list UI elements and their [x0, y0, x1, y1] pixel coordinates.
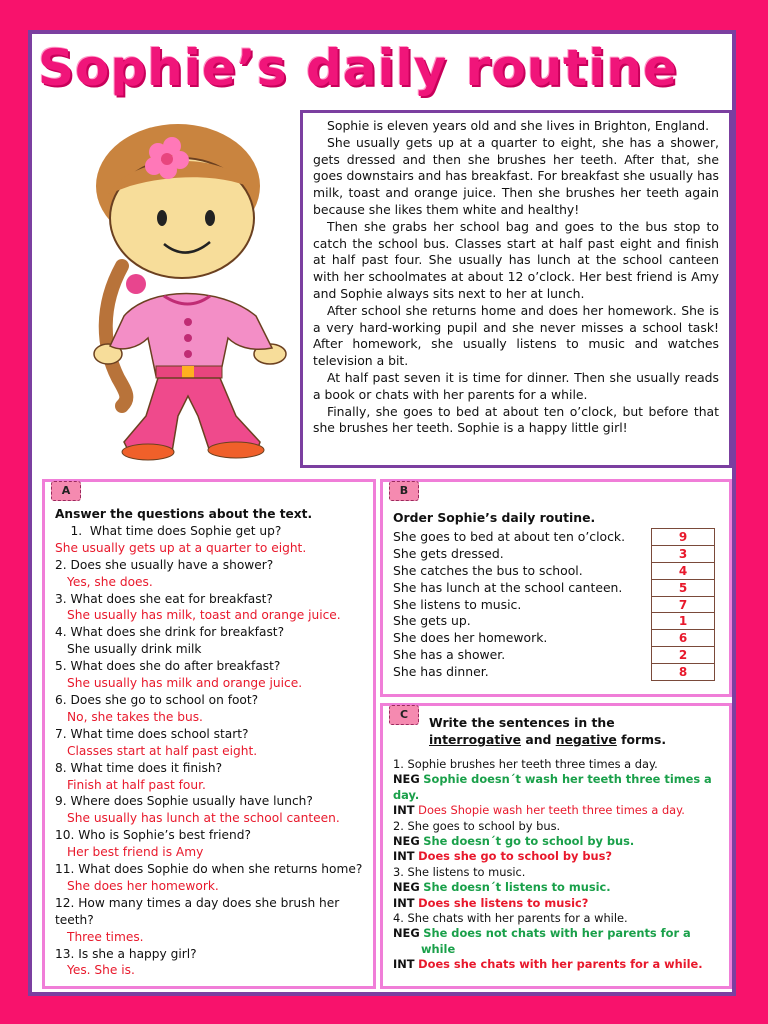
- question: 8. What time does it finish?: [55, 760, 223, 775]
- neg-label: NEG: [393, 926, 420, 941]
- section-a-heading: Answer the questions about the text.: [55, 507, 313, 521]
- interrogative-row: [393, 849, 723, 864]
- interrogative-label: interrogative: [429, 732, 522, 747]
- order-item: She catches the bus to school.: [393, 562, 583, 578]
- questions-list: [55, 506, 367, 979]
- order-number: 8: [652, 664, 715, 681]
- order-item: She gets dressed.: [393, 545, 504, 561]
- answer: She usually has lunch at the school canteen.: [67, 811, 340, 826]
- forms-label: forms.: [616, 732, 667, 747]
- section-c-transform: [380, 703, 732, 989]
- question: 4. What does she drink for breakfast?: [55, 625, 285, 640]
- interrogative-answer: Does she go to school by bus?: [418, 849, 613, 864]
- order-number: 1: [652, 613, 715, 630]
- answer: Classes start at half past eight.: [67, 743, 258, 758]
- question: 5. What does she do after breakfast?: [55, 659, 281, 674]
- question: 13. Is she a happy girl?: [55, 946, 197, 961]
- interrogative-answer: Does she listens to music?: [418, 895, 589, 910]
- question: 7. What time does school start?: [55, 726, 249, 741]
- answer: She usually gets up at a quarter to eight.: [55, 540, 307, 555]
- answer: She usually has milk and orange juice.: [67, 676, 303, 691]
- negative-row: [393, 772, 723, 803]
- answer: Three times.: [67, 929, 144, 944]
- answer: She usually has milk, toast and orange juice.: [67, 608, 341, 623]
- question: 10. Who is Sophie’s best friend?: [55, 828, 251, 843]
- neg-label: NEG: [393, 772, 420, 787]
- int-label: INT: [393, 957, 415, 972]
- affirmative-sentence: 2. She goes to school by bus.: [393, 818, 561, 833]
- section-c-heading-forms: [429, 732, 666, 747]
- section-c-tag: C: [389, 705, 419, 725]
- interrogative-row: [393, 896, 723, 911]
- int-label: INT: [393, 849, 415, 864]
- order-row: [652, 613, 715, 630]
- girl-illustration: [60, 116, 292, 461]
- interrogative-row: [393, 957, 723, 972]
- negative-answer: Sophie doesn´t wash her teeth three times a day.: [393, 772, 712, 802]
- order-item: She does her homework.: [393, 630, 548, 646]
- section-b-order: [380, 479, 732, 697]
- order-item: She has lunch at the school canteen.: [393, 579, 623, 595]
- order-row: [652, 630, 715, 647]
- int-label: INT: [393, 895, 415, 910]
- question: 6. Does she go to school on foot?: [55, 692, 259, 707]
- order-row: [652, 596, 715, 613]
- affirmative-sentence: 1. Sophie brushes her teeth three times a day.: [393, 757, 658, 771]
- worksheet-page: [28, 30, 736, 996]
- reading-text-box: [300, 110, 732, 468]
- question: 9. Where does Sophie usually have lunch?: [55, 794, 313, 809]
- order-number-table: [651, 528, 715, 681]
- reading-paragraph: Then she grabs her school bag and goes to the bus stop to catch the school bus. Classes start at half past eight and finish at half past four. She usually has lunch at the school canteen with her schoolmates at about 12 o’clock. Her best friend is Amy and Sophie always sits next to her at lunch.: [313, 218, 719, 301]
- order-number: 3: [652, 545, 715, 562]
- answer: Yes, she does.: [67, 574, 153, 589]
- affirmative-sentence: 4. She chats with her parents for a while.: [393, 911, 628, 926]
- reading-paragraph: At half past seven it is time for dinner. Then she usually reads a book or chats with her parents for a while.: [313, 369, 719, 402]
- order-row: [652, 664, 715, 681]
- question: 1. What time does Sophie get up?: [55, 523, 282, 538]
- negative-answer: She doesn´t go to school by bus.: [423, 834, 635, 849]
- order-row: [652, 529, 715, 546]
- order-row: [652, 562, 715, 579]
- order-number: 6: [652, 630, 715, 647]
- negative-row: [393, 880, 723, 895]
- order-item: She listens to music.: [393, 596, 522, 612]
- affirmative-sentence: 3. She listens to music.: [393, 864, 526, 879]
- order-list: [393, 510, 625, 681]
- order-row: [652, 545, 715, 562]
- order-row: [652, 579, 715, 596]
- section-c-content: [393, 714, 723, 973]
- section-b-heading: Order Sophie’s daily routine.: [393, 510, 596, 525]
- int-label: INT: [393, 803, 415, 818]
- reading-paragraph: She usually gets up at a quarter to eight, she has a shower, gets dressed and then she brushes her teeth. After that, she goes downstairs and has breakfast. For breakfast she usually has milk, toast and orange juice. Then she brushes her teeth again because she likes them white and healthy!: [313, 134, 719, 217]
- answer: Her best friend is Amy: [67, 845, 204, 860]
- answer: No, she takes the bus.: [67, 709, 203, 724]
- order-item: She has a shower.: [393, 647, 506, 663]
- neg-label: NEG: [393, 834, 420, 849]
- order-number: 2: [652, 647, 715, 664]
- neg-label: NEG: [393, 880, 420, 895]
- section-c-heading-text: Write the sentences in the: [429, 715, 615, 730]
- order-row: [652, 647, 715, 664]
- negative-row: [393, 834, 723, 849]
- and-label: and: [521, 732, 556, 747]
- answer: Yes. She is.: [67, 963, 135, 978]
- negative-row: [393, 926, 723, 957]
- answer: She usually drink milk: [67, 642, 202, 657]
- question: 11. What does Sophie do when she returns home?: [55, 862, 363, 877]
- order-item: She has dinner.: [393, 664, 489, 680]
- interrogative-answer: Does she chats with her parents for a while.: [418, 957, 703, 972]
- section-b-tag: B: [389, 481, 419, 501]
- order-item: She goes to bed at about ten o’clock.: [393, 528, 626, 544]
- answer: She does her homework.: [67, 878, 219, 893]
- answer: Finish at half past four.: [67, 777, 206, 792]
- question: 12. How many times a day does she brush her: [55, 895, 340, 910]
- reading-paragraph: After school she returns home and does her homework. She is a very hard-working pupil and she never misses a school task! After homework, she usually listens to music and watches television a bit.: [313, 302, 719, 369]
- question: 3. What does she eat for breakfast?: [55, 591, 273, 606]
- order-number: 5: [652, 579, 715, 596]
- page-title: Sophie’s daily routine: [38, 39, 678, 97]
- section-c-items: [393, 757, 723, 973]
- negative-answer: She doesn´t listens to music.: [423, 880, 611, 895]
- negative-answer: She does not chats with her parents for a while: [421, 926, 691, 956]
- negative-label: negative: [555, 732, 617, 747]
- question: 2. Does she usually have a shower?: [55, 557, 274, 572]
- order-number: 7: [652, 596, 715, 613]
- question-continued: teeth?: [55, 912, 94, 927]
- interrogative-row: [393, 803, 723, 818]
- reading-paragraph: Finally, she goes to bed at about ten o’clock, but before that she brushes her teeth. Sophie is a happy little girl!: [313, 403, 719, 436]
- order-number: 4: [652, 562, 715, 579]
- section-c-heading: [393, 714, 723, 748]
- order-item: She gets up.: [393, 613, 471, 629]
- section-a-tag: A: [51, 481, 81, 501]
- order-number: 9: [652, 529, 715, 546]
- section-a-questions: [42, 479, 376, 989]
- reading-paragraph: Sophie is eleven years old and she lives in Brighton, England.: [327, 118, 710, 133]
- interrogative-answer: Does Shopie wash her teeth three times a day.: [418, 803, 685, 818]
